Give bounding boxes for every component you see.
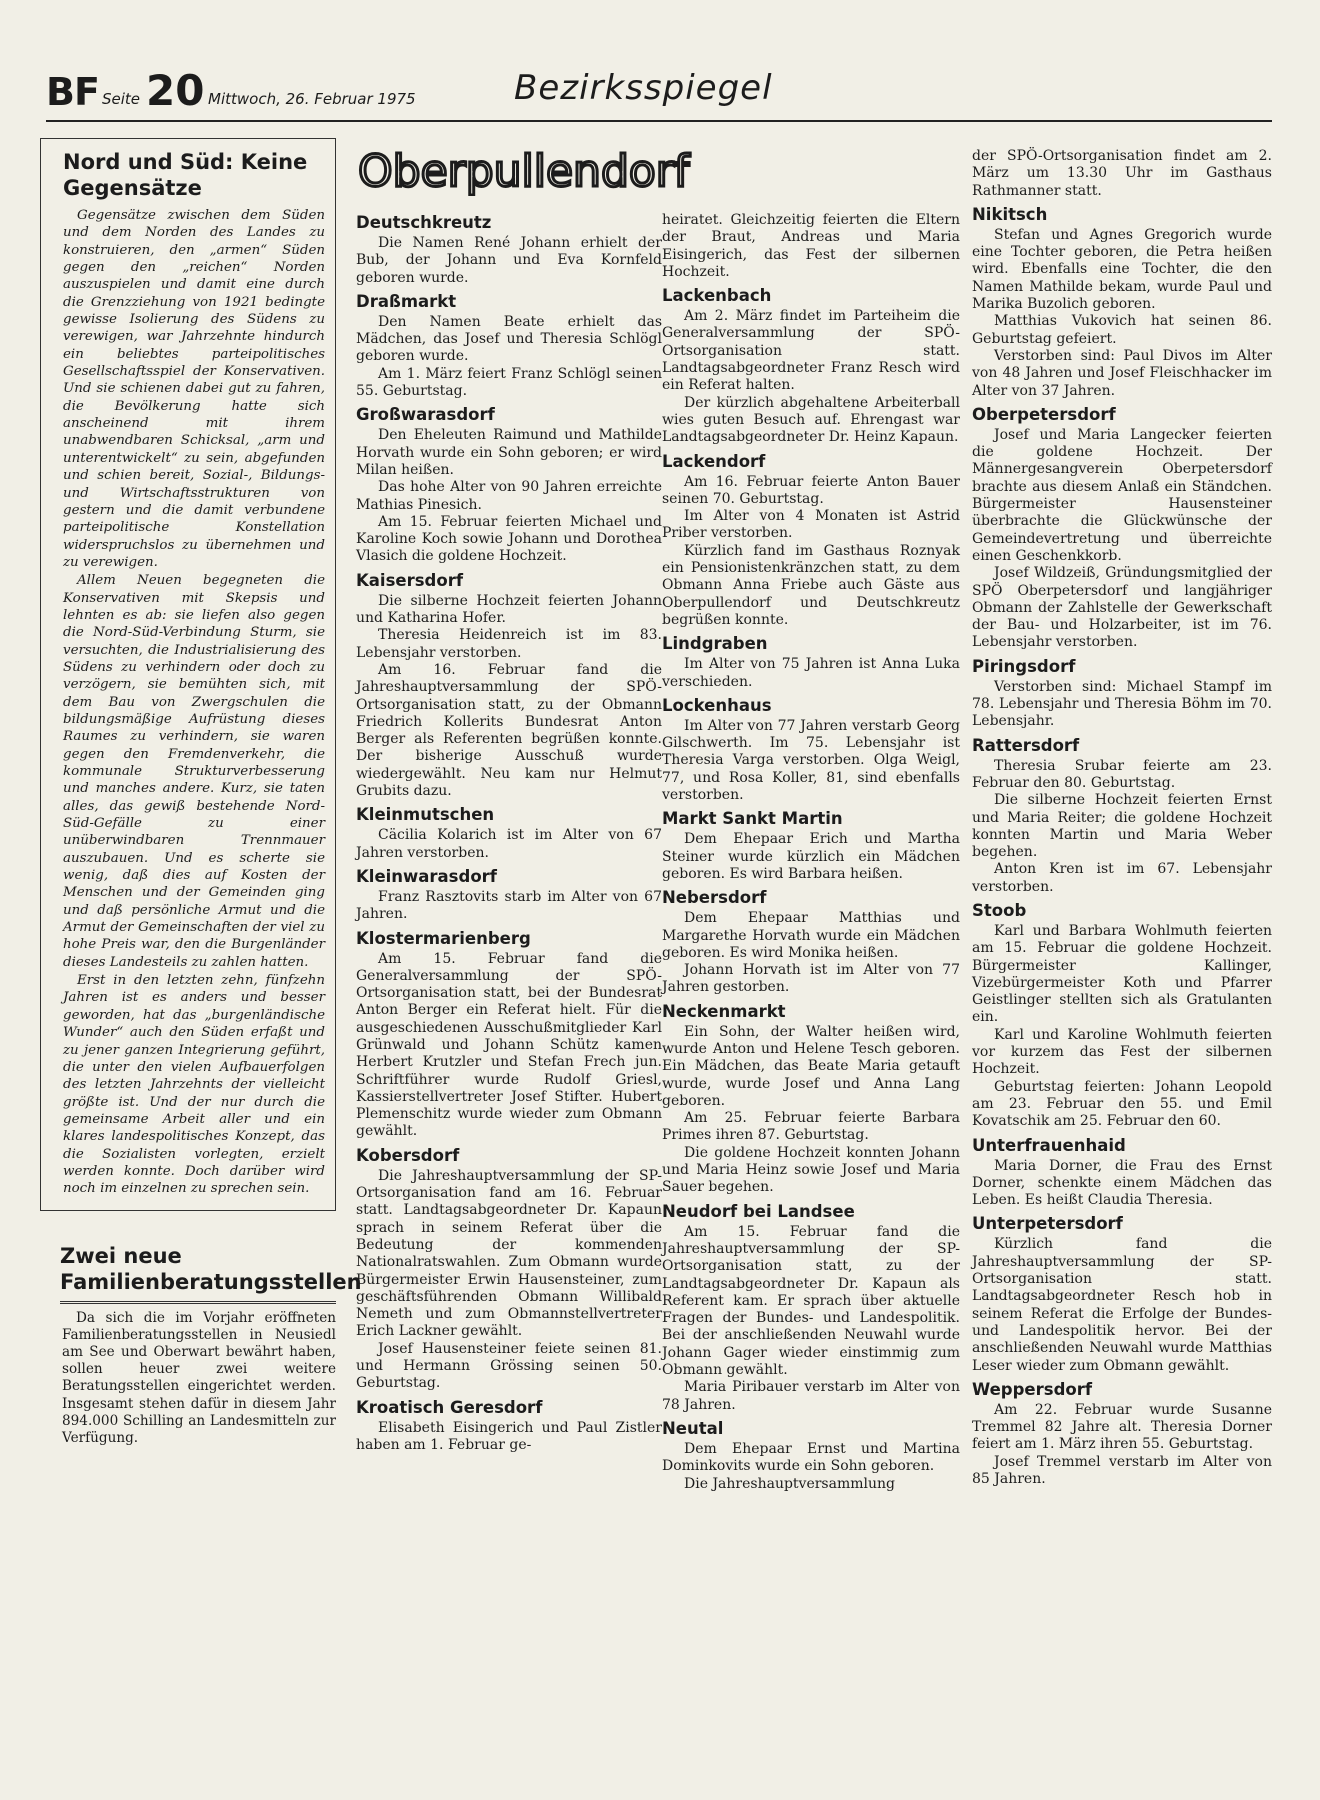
news-item: Johann Horvath ist im Alter von 77 Jahren gestorben. xyxy=(662,962,960,996)
news-item: Maria Piribauer verstarb im Alter von 78 Jahren. xyxy=(662,1379,960,1413)
news-item: Anton Kren ist im 67. Lebensjahr verstorben. xyxy=(972,861,1272,895)
district-title xyxy=(356,142,716,196)
town-heading: Piringsdorf xyxy=(972,656,1076,676)
news-item: Theresia Srubar feierte am 23. Februar den 80. Geburtstag. xyxy=(972,757,1272,791)
town-heading: Unterpetersdorf xyxy=(972,1214,1123,1234)
news-item: Im Alter von 77 Jahren verstarb Georg Gilschwerth. Im 75. Lebensjahr ist Theresia Varga verstorben. Olga Weigl, 77, und Rosa Koller, 81, sind ebenfalls verstorben. xyxy=(662,717,960,804)
news-item: Maria Dorner, die Frau des Ernst Dorner, schenkte einem Mädchen das Leben. Es heißt Claudia Theresia. xyxy=(972,1157,1272,1209)
news-item: Am 15. Februar fand die Jahreshauptversammlung der SP-Ortsorganisation statt, zu der Landtagsabgeordneter Dr. Kapaun als Referent kam. Er sprach über aktuelle Fragen der Bundes- und Landespolitik. Bei der anschließenden Neuwahl wurde Johann Gager wieder einstimmig zum Obmann gewählt. xyxy=(662,1223,960,1379)
town-heading: Lindgraben xyxy=(662,634,768,654)
town-heading: Weppersdorf xyxy=(972,1379,1093,1399)
familien-article xyxy=(40,1243,362,1448)
news-item: Cäcilia Kolarich ist im Alter von 67 Jahren verstorben. xyxy=(356,827,662,861)
news-item: Karl und Barbara Wohlmuth feierten am 15. Februar die goldene Hochzeit. Bürgermeister Kallinger, Vizebürgermeister Koth und Pfarrer Geistlinger stellten sich als Gratulanten ein. xyxy=(972,922,1272,1026)
town-heading: Klostermarienberg xyxy=(356,928,531,948)
left-column xyxy=(40,138,362,1447)
news-item: Am 16. Februar fand die Jahreshauptversammlung der SPÖ-Ortsorganisation statt, zu der Obmann Friedrich Kollerits Bundesrat Anton Berger als Referenten begrüßen konnte. Der bisherige Ausschuß wurde wiedergewählt. Neu kam nur Helmut Grubits dazu. xyxy=(356,661,662,800)
editorial-paragraph: Allem Neuen begegneten die Konservativen mit Skepsis und lehnten es ab: sie liefen also gegen die Nord-Süd-Verbindung Sturm, sie versuchten, die Industrialisierung des Südens zu verhindern oder doch zu verzögern, sie bemühten sich, mit dem Bau von Zwergschulen die bildungsmäßige Aufrüstung dieses Raumes zu verhindern, sie waren gegen den Fremdenverkehr, die kommunale Strukturverbesserung und manches andere. Kurz, sie taten alles, das gewiß bestehende Nord-Süd-Gefälle zu einer unüberwindbaren Trennmauer auszubauen. Und es scherte sie wenig, daß dies auf Kosten der Menschen und der Gemeinden ging und daß persönliche Armut und die Armut der Gemeinschaften der viel zu hohe Preis war, den die Burgenländer dieses Landesteils zu zahlen hatten. xyxy=(63,573,325,970)
editorial-title: Nord und Süd: Keine Gegensätze xyxy=(63,150,308,200)
news-item: Die silberne Hochzeit feierten Johann und Katharina Hofer. xyxy=(356,592,662,627)
news-item: Theresia Heidenreich ist im 83. Lebensjahr verstorben. xyxy=(356,627,662,661)
news-item: Die Jahreshauptversammlung xyxy=(684,1475,895,1492)
news-item: Der kürzlich abgehaltene Arbeiterball wies guten Besuch auf. Ehrengast war Landtagsabgeordneter Dr. Heinz Kapaun. xyxy=(662,394,960,446)
news-item: Elisabeth Eisingerich und Paul Zistler haben am 1. Februar ge- xyxy=(356,1419,662,1453)
town-heading: Kleinwarasdorf xyxy=(356,866,497,886)
news-item: Geburtstag feierten: Johann Leopold am 23. Februar den 55. und Emil Kovatschik am 25. Februar den 60. xyxy=(972,1078,1272,1130)
familien-title: Zwei neue Familienberatungsstellen xyxy=(60,1243,336,1304)
editorial-paragraph: Gegensätze zwischen dem Süden und dem Norden des Landes zu konstruieren, den „armen“ Süden gegen den „reichen“ Norden auszuspielen und damit eine durch die Grenzziehung von 1921 bedingte gewisse Isolierung des Südens zu verewigen, war Jahrzehnte hindurch ein beliebtes parteipolitisches Gesellschaftsspiel der Konservativen. Und sie schienen dabei gut zu fahren, die Bevölkerung hatte sich anscheinend mit ihrem unabwendbaren Schicksal, „arm und unterentwickelt“ zu sein, abgefunden und schien bereit, Sozial-, Bildungs- und Wirtschaftsstrukturen von gestern und die damit verbundene parteipolitische Konstellation widerspruchslos zu übernehmen und zu verewigen. xyxy=(63,208,325,570)
news-item: Verstorben sind: Michael Stampf im 78. Lebensjahr und Theresia Böhm im 70. Lebensjahr. xyxy=(972,678,1272,730)
news-item: Kürzlich fand die Jahreshauptversammlung der SP-Ortsorganisation statt. Landtagsabgeordneter Resch hob in seinem Referat die Erfolge der Bundes- und Landespolitik hervor. Bei der anschließenden Neuwahl wurde Matthias Leser wieder zum Obmann gewählt. xyxy=(972,1236,1272,1374)
news-item: Die goldene Hochzeit konnten Johann und Maria Heinz sowie Josef und Maria Sauer begehen. xyxy=(662,1144,960,1196)
news-item: Am 25. Februar feierte Barbara Primes ihren 87. Geburtstag. xyxy=(662,1110,960,1144)
continued-paragraph: heiratet. Gleichzeitig feierten die Eltern der Braut, Andreas und Maria Eisingerich, das Fest der silbernen Hochzeit. xyxy=(662,212,960,280)
news-item: Dem Ehepaar Erich und Martha Steiner wurde kürzlich ein Mädchen geboren. Es wird Barbara heißen. xyxy=(662,831,960,882)
town-heading: Nebersdorf xyxy=(662,888,767,908)
news-item: Am 15. Februar fand die Generalversammlung der SPÖ-Ortsorganisation statt, bei der Bundesrat Anton Berger ein Referat hielt. Für die ausgeschiedenen Ausschußmitglieder Karl Grünwald und Johann Schütz kamen Herbert Krutzler und Stefan Frech jun. Schriftführer wurde Rudolf Griesl, Kassierstellvertreter Josef Stifter. Hubert Plemenschitz wurde wieder zum Obmann gewählt. xyxy=(356,950,662,1140)
news-item: Matthias Vukovich hat seinen 86. Geburtstag gefeiert. xyxy=(972,313,1272,347)
town-heading: Kobersdorf xyxy=(356,1145,460,1165)
news-item: Verstorben sind: Paul Divos im Alter von 48 Jahren und Josef Fleischhacker im Alter von 37 Jahren. xyxy=(972,347,1272,399)
town-heading: Kroatisch Geresdorf xyxy=(356,1397,543,1417)
town-heading: Draßmarkt xyxy=(356,291,457,311)
familien-text: Da sich die im Vorjahr eröffneten Familienberatungsstellen in Neusiedl am See und Oberwart bewährt haben, sollen heuer zwei weitere Beratungsstellen eingerichtet werden. Insgesamt stehen dafür in diesem Jahr 894.000 Schilling an Landesmitteln zur Verfügung. xyxy=(62,1309,336,1447)
news-item: Kürzlich fand im Gasthaus Roznyak ein Pensionistenkränzchen statt, zu dem Obmann Anna Friebe auch Gäste aus Oberpullendorf und Deutschkreutz begrüßen konnte. xyxy=(662,542,960,628)
news-item: Karl und Karoline Wohlmuth feierten vor kurzem das Fest der silbernen Hochzeit. xyxy=(972,1026,1272,1078)
news-item: Am 22. Februar wurde Susanne Tremmel 82 Jahre alt. Theresia Dorner feiert am 1. März ihren 55. Geburtstag. xyxy=(972,1401,1272,1453)
page-label: Seite xyxy=(102,90,141,108)
issue-date: Mittwoch, 26. Februar 1975 xyxy=(208,90,416,108)
news-item: Josef Tremmel verstarb im Alter von 85 Jahren. xyxy=(972,1453,1272,1487)
news-item: Die silberne Hochzeit feierten Ernst und Maria Reiter; die goldene Hochzeit konnten Martin und Maria Weber begehen. xyxy=(972,792,1272,861)
town-heading: Stoob xyxy=(972,900,1027,920)
town-heading: Großwarasdorf xyxy=(356,405,495,425)
news-item: Die Namen René Johann erhielt der Bub, der Johann und Eva Kornfeld geboren wurde. xyxy=(356,235,662,286)
news-item: Am 15. Februar feierten Michael und Karoline Koch sowie Johann und Dorothea Vlasich die goldene Hochzeit. xyxy=(356,513,662,565)
news-item: Ein Sohn, der Walter heißen wird, wurde Anton und Helene Tesch geboren. Ein Mädchen, das Beate Maria getauft wurde, wurde Josef und Anna Lang geboren. xyxy=(662,1023,960,1109)
news-item: Im Alter von 75 Jahren ist Anna Luka verschieden. xyxy=(662,656,960,690)
news-item: Am 2. März findet im Parteiheim die Generalversammlung der SPÖ-Ortsorganisation statt. Landtagsabgeordneter Franz Resch wird ein Referat halten. xyxy=(662,308,960,394)
news-item: Josef Wildzeiß, Gründungsmitglied der SPÖ Oberpetersdorf und langjähriger Obmann der Zahlstelle der Gewerkschaft der Bau- und Holzarbeiter, ist im 76. Lebensjahr verstorben. xyxy=(972,565,1272,651)
editorial-box xyxy=(40,138,336,1211)
town-heading: Nikitsch xyxy=(972,204,1048,224)
town-heading: Oberpetersdorf xyxy=(972,404,1116,424)
news-item: Am 1. März feiert Franz Schlögl seinen 55. Geburtstag. xyxy=(356,365,662,400)
town-heading: Kleinmutschen xyxy=(356,805,495,825)
news-column-1 xyxy=(356,208,662,1454)
news-item: Das hohe Alter von 90 Jahren erreichte Mathias Pinesich. xyxy=(356,479,662,513)
news-item: Den Eheleuten Raimund und Mathilde Horvath wurde ein Sohn geboren; er wird Milan heißen. xyxy=(356,427,662,478)
page-number: 20 xyxy=(146,66,205,115)
page-header xyxy=(46,60,1272,122)
town-heading: Lackendorf xyxy=(662,451,766,471)
news-item: Die Jahreshauptversammlung der SP-Ortsorganisation fand am 16. Februar statt. Landtagsabgeordneter Dr. Kapaun sprach in seinem Referat über die Bedeutung der kommenden Nationalratswahlen. Zum Obmann wurde Bürgermeister Erwin Hausensteiner, zum geschäftsführenden Obmann Willibald Nemeth und zum Obmannstellvertreter Erich Lackner gewählt. xyxy=(356,1167,662,1340)
district-title-text: Oberpullendorf xyxy=(358,146,690,196)
newspaper-logo: BF xyxy=(46,70,99,114)
news-column-2 xyxy=(662,212,960,1493)
editorial-paragraph: Erst in den letzten zehn, fünfzehn Jahren ist es anders und besser geworden, hat das „burgenländische Wunder“ auch den Süden erfaßt und zu jener ganzen Integrierung geführt, die unter den vielen Aufbauerfolgen des letzten Jahrzehnts der vielleicht größte ist. Und der nur durch die gemeinsame Arbeit aller und ein klares landespolitisches Konzept, das die Sozialisten vorlegten, erzielt werden konnte. Doch darüber wird noch im einzelnen zu sprechen sein. xyxy=(63,973,325,1197)
town-heading: Kaisersdorf xyxy=(356,570,464,590)
news-item: Stefan und Agnes Gregorich wurde eine Tochter geboren, die Petra heißen wird. Ebenfalls eine Tochter, die den Namen Mathilde bekam, wurde Paul und Marika Buzolich geboren. xyxy=(972,226,1272,313)
news-item: Dem Ehepaar Matthias und Margarethe Horvath wurde ein Mädchen geboren. Es wird Monika heißen. xyxy=(662,910,960,961)
news-item: Franz Rasztovits starb im Alter von 67 Jahren. xyxy=(356,888,662,923)
town-heading: Lackenbach xyxy=(662,286,772,306)
news-item: Den Namen Beate erhielt das Mädchen, das Josef und Theresia Schlögl geboren wurde. xyxy=(356,313,662,365)
news-column-3 xyxy=(972,148,1272,1488)
town-heading: Markt Sankt Martin xyxy=(662,809,843,829)
news-item: Im Alter von 4 Monaten ist Astrid Priber verstorben. xyxy=(662,508,960,542)
town-heading: Unterfrauenhaid xyxy=(972,1135,1126,1155)
town-heading: Rattersdorf xyxy=(972,735,1080,755)
header-rule xyxy=(46,120,1272,122)
news-item: Am 16. Februar feierte Anton Bauer seinen 70. Geburtstag. xyxy=(662,473,960,507)
continued-paragraph: der SPÖ-Ortsorganisation findet am 2. März um 13.30 Uhr im Gasthaus Rathmanner statt. xyxy=(972,148,1272,199)
news-item: Josef Hausensteiner feiete seinen 81. und Hermann Grössing seinen 50. Geburtstag. xyxy=(356,1340,662,1392)
town-heading: Neckenmarkt xyxy=(662,1001,786,1021)
town-heading: Lockenhaus xyxy=(662,695,772,715)
section-title: Bezirksspiegel xyxy=(514,68,773,108)
news-item: Josef und Maria Langecker feierten die goldene Hochzeit. Der Männergesangverein Oberpetersdorf brachte aus diesem Anlaß ein Ständchen. Bürgermeister Hausensteiner überbrachte die Glückwünsche der Gemeindevertretung und überreichte einen Geschenkkorb. xyxy=(972,426,1272,564)
town-heading: Neutal xyxy=(662,1418,724,1438)
news-item: Dem Ehepaar Ernst und Martina Dominkovits wurde ein Sohn geboren. xyxy=(662,1440,960,1475)
town-heading: Deutschkreutz xyxy=(356,213,492,232)
town-heading: Neudorf bei Landsee xyxy=(662,1201,855,1221)
